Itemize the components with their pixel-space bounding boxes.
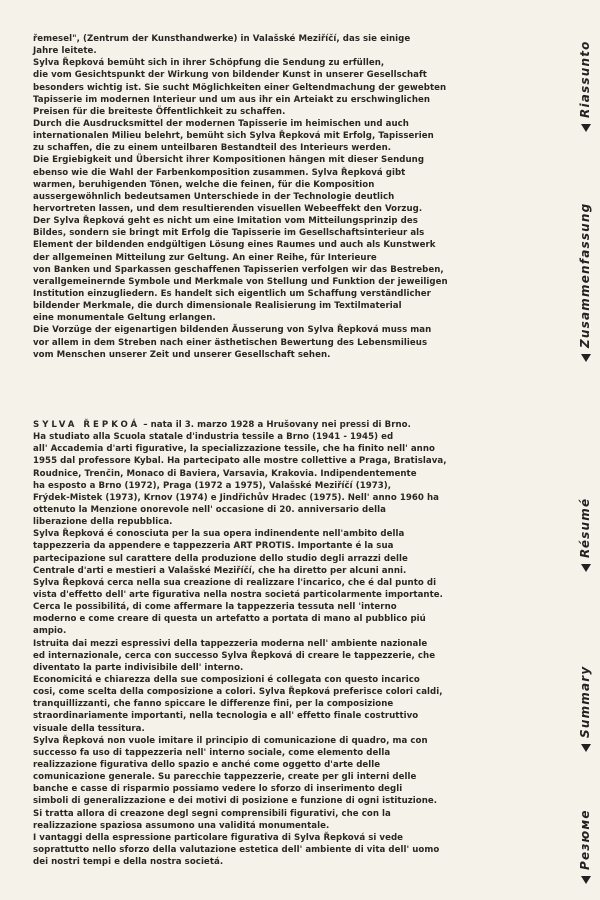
text-line: vista d'effetto dell' arte figurativa nella nostra societá particolarmente importante. [33,589,443,600]
sidebar-label-summary: Summary [578,666,592,752]
text-line: moderno e come creare di questa un artefatto a portata di mano al pubblico piú [33,614,426,625]
triangle-marker-icon [581,124,591,132]
text-line: Centrale d'arti e mestieri a Valašské Meziříčí, che ha diretto per alcuni anni. [33,565,407,576]
text-line: verallgemeinernde Symbole und Merkmale von Stellung und Funktion der jeweiligen [33,276,448,287]
german-summary-text [33,33,543,361]
text-line: successo fa uso di tappezzeria nell' interno sociale, come elemento della [33,747,391,758]
text-line: von Banken und Sparkassen geschaffenen Tapisserien verfolgen wir das Bestreben, [33,264,444,275]
text-line: dei nostri tempi e della nostra societá. [33,857,224,868]
text-line: 1955 dal professore Kybal. Ha partecipato alle mostre collettive a Praga, Bratislava, [33,456,447,467]
text-line: cosi, come scelta della composizione a colori. Sylva Řepková preferisce colori caldi, [33,687,443,698]
sidebar-label-resume: Résumé [578,498,592,572]
sidebar-label-rezyume: Резюме [578,809,592,884]
text-line: visuale della tessitura. [33,723,145,734]
text-line: simboli di generalizzazione e dei motivi di posizione e funzione di ogni istituzione. [33,796,438,807]
text-line: liberazione della repubblica. [33,517,173,528]
text-line: der allgemeinen Mitteilung zur Geltung. An einer Reihe, für Interieure [33,252,377,263]
text-line: ottenuto la Menzione onorevole nell' occasione di 20. anniversario della [33,504,386,515]
text-line: besonders wichtig ist. Sie sucht Möglichkeiten einer Geltendmachung der gewebten [33,82,447,93]
text-line: vor allem in dem Streben nach einer ästhetischen Bewertung des Lebensmilieus [33,337,428,348]
text-line: Preisen für die breiteste Öffentlichkeit zu schaffen. [33,106,286,117]
text-line: straordinariamente importanti, nella tecnologia e all' effetto finale costruttivo [33,711,419,722]
text-line: Frýdek-Mistek (1973), Krnov (1974) e Jindřichův Hradec (1975). Nell' anno 1960 ha [33,492,439,503]
text-line: die vom Gesichtspunkt der Wirkung von bildender Kunst in unserer Gesellschaft [33,70,427,81]
text-line: řemesel", (Zentrum der Kunsthandwerke) in Valašské Meziříčí, das sie einige [33,34,411,44]
triangle-marker-icon [581,354,591,362]
text-line: Sylva Řepková bemüht sich in ihrer Schöpfung die Sendung zu erfüllen, [33,58,385,69]
text-line: tappezzeria da appendere e tappezzeria ART PROTIS. Importante é la sua [33,541,394,552]
text-line: Durch die Ausdrucksmittel der modernen Tapisserie im heimischen und auch [33,118,409,129]
text-line: Die Ergiebigkeit und Übersicht ihrer Kompositionen hängen mit dieser Sendung [33,155,425,166]
text-line: Jahre leitete. [33,46,97,57]
text-line: Economicitá e chiarezza della sue composizioni é collegata con questo incarico [33,674,420,685]
text-line: zu schaffen, die zu einem unteilbaren Bestandteil des Interieurs werden. [33,143,392,154]
italian-summary-text [33,419,543,868]
text-line: hervortreten lassen, und dem resultierenden visuellen Webeeffekt den Vorzug. [33,203,423,214]
text-line: ebenso wie die Wahl der Farbenkomposition zusammen. Sylva Řepková gibt [33,167,406,178]
text-line: Bildes, sondern sie bringt mit Erfolg die Tapisserie im Gesellschaftsinterieur als [33,228,425,239]
text-line: ha esposto a Brno (1972), Praga (1972 a 1975), Valašské Meziříčí (1973), [33,480,392,491]
text-line: Ha studiato alla Scuola statale d'industria tessile a Brno (1941 - 1945) ed [33,432,394,443]
text-line: eine monumentale Geltung erlangen. [33,313,216,324]
triangle-marker-icon [581,876,591,884]
text-line: Istruita dai mezzi espressivi della tappezzeria moderna nell' ambiente nazionale [33,638,428,649]
text-line: Der Sylva Řepková geht es nicht um eine Imitation vom Mitteilungsprinzip des [33,216,418,227]
text-line: all' Accademia d'arti figurative, la specializzazione tessile, che ha finito nell' anno [33,444,435,455]
text-line: Sylva Řepková é conosciuta per la sua opera indinendente nell'ambito della [33,529,405,540]
text-line: banche e casse di risparmio possiamo vedere lo sforzo di inserimento degli [33,784,403,795]
text-line: soprattutto nello sforzo della valutazione estetica dell' ambiente di vita dell' uomo [33,844,440,855]
triangle-marker-icon [581,564,591,572]
text-line: Institution einzugliedern. Es handelt sich eigentlich um Schaffung verständlicher [33,288,431,299]
text-line: Roudnice, Trenčin, Monaco di Baviera, Varsavia, Krakovia. Indipendentemente [33,468,417,479]
sidebar-label-zusammenfassung: Zusammenfassung [578,203,592,362]
text-line: vom Menschen unserer Zeit und unserer Gesellschaft sehen. [33,349,331,360]
text-line: Si tratta allora di creazone degl segni comprensibili figurativi, che con la [33,808,391,819]
text-line: Cerca le possibilitá, di come affermare la tappezzeria tessuta nell 'interno [33,602,397,613]
text-line: Sylva Řepková non vuole imitare il principio di comunicazione di quadro, ma con [33,735,428,746]
text-line: warmen, beruhigenden Tönen, welche die feinen, für die Komposition [33,179,375,190]
text-line: Element der bildenden endgültigen Lösung eines Raumes und auch als Kunstwerk [33,240,436,251]
text-line: ed internazionale, cerca con successo Sylva Řepková di creare le tappezzerie, che [33,650,436,661]
text-line: Tapisserie im modernen Interieur und um aus ihr ein Arteiakt zu erschwinglichen [33,94,431,105]
italian-first-line: SYLVA ŘEPKOÁ – nata il 3. marzo 1928 a Hrušovany nei pressi di Brno. [33,420,411,430]
text-line: tranquillizzanti, che fanno spiccare le differenze fini, per la composizione [33,699,394,710]
text-line: diventato la parte indivisibile dell' interno. [33,662,244,673]
triangle-marker-icon [581,744,591,752]
text-line: Die Vorzüge der eigenartigen bildenden Äusserung von Sylva Řepková muss man [33,325,432,336]
text-line: Sylva Řepková cerca nella sua creazione di realizzare l'incarico, che é dal punto di [33,577,437,588]
text-line: comunicazione generale. Su parecchie tappezzerie, create per gli interni delle [33,772,417,783]
text-line: aussergewöhnlich bedeutsamen Unterschiede in der Technologie deutlich [33,191,395,202]
text-line: realizzazione spaziosa assumono una validitá monumentale. [33,820,330,831]
sidebar-label-riassunto: Riassunto [578,40,592,132]
text-line: internationalen Milieu belehrt, bemüht sich Sylva Řepková mit Erfolg, Tapisserien [33,131,434,142]
text-line: bildender Merkmale, die durch dimensionale Realisierung im Textilmaterial [33,301,402,312]
text-line: partecipazione sul carattere della produzione dello studio degli arrazzi delle [33,553,408,564]
text-line: realizzazione figurativa dello spazio e anché come oggetto d'arte delle [33,759,381,770]
text-line: I vantaggi della espressione particolare figurativa di Sylva Řepková si vede [33,832,404,843]
text-line: ampio. [33,626,67,637]
artist-name-heading: SYLVA ŘEPKOÁ [33,420,141,430]
